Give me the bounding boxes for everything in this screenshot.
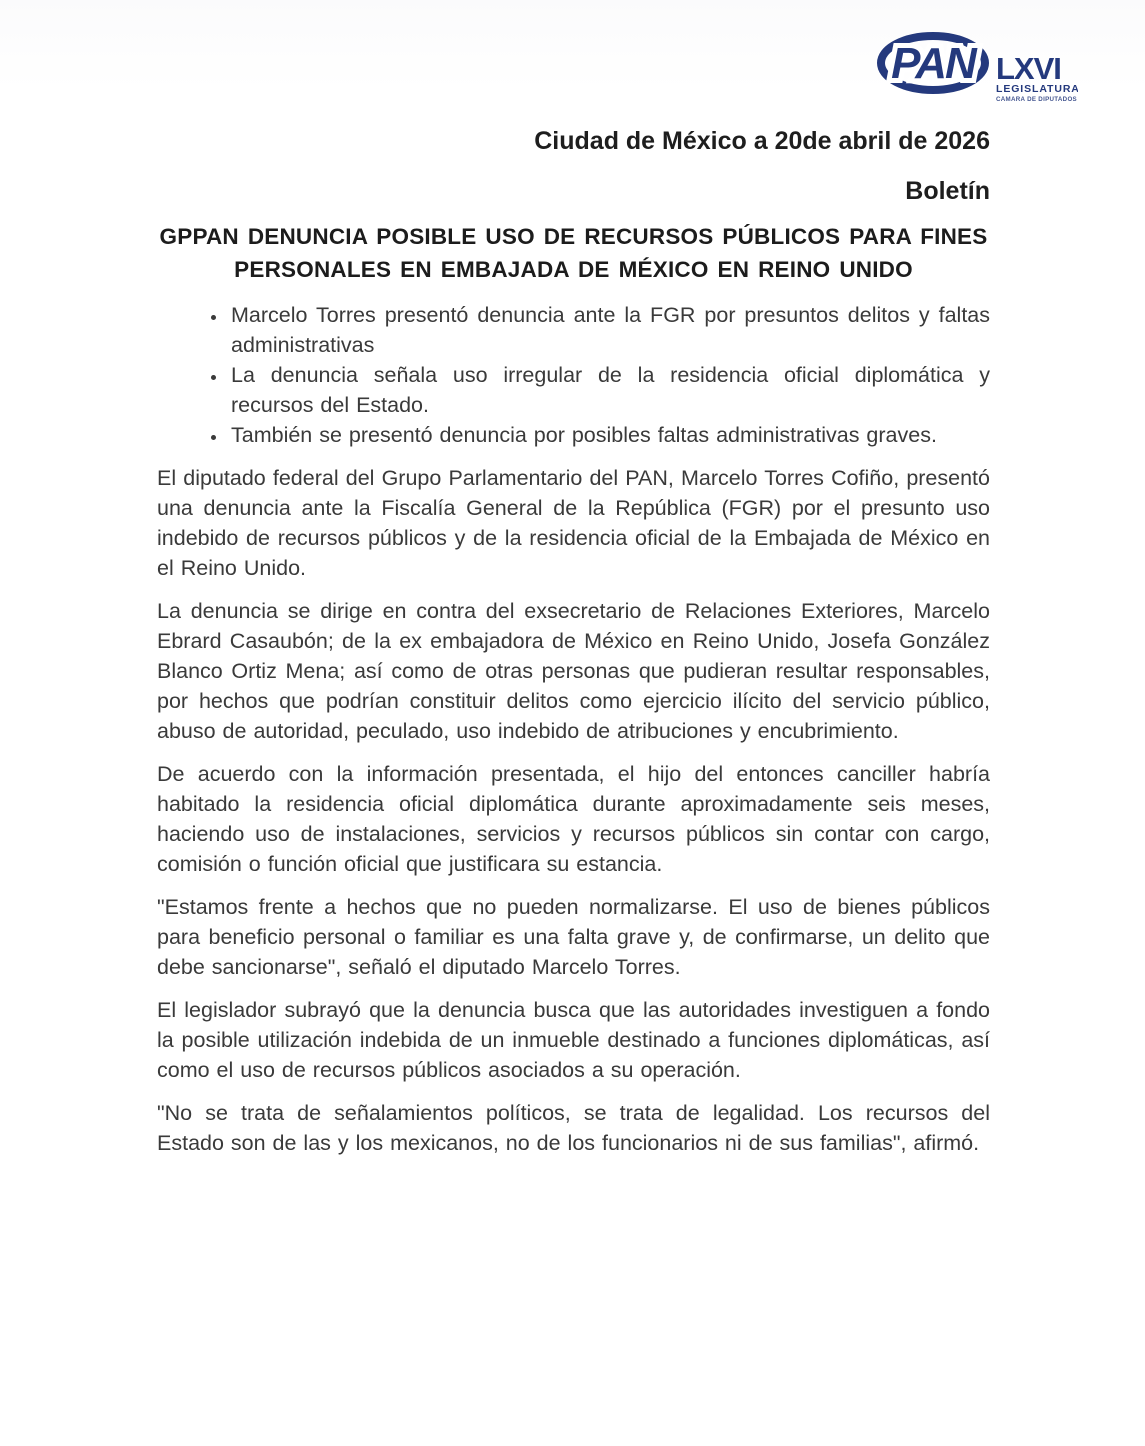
- bullet-item-1: • Marcelo Torres presentó denuncia ante la FGR por presuntos delitos y faltas administrativas: [228, 300, 990, 360]
- paragraph-6: "No se trata de señalamientos políticos, se trata de legalidad. Los recursos del Estado son de las y los mexicanos, no de los funcionarios ni de sus familias", afirmó.: [157, 1101, 990, 1155]
- dateline: Ciudad de México a 20de abril de 2026: [534, 127, 990, 155]
- bullet-item-3: • También se presentó denuncia por posibles faltas administrativas graves.: [228, 420, 990, 450]
- document-title: [157, 220, 990, 286]
- paragraph-5: El legislador subrayó que la denuncia busca que las autoridades investiguen a fondo la posible utilización indebida de un inmueble destinado a funciones diplomáticas, así como el uso de recursos públicos asociados a su operación.: [157, 998, 990, 1082]
- paragraph-4: "Estamos frente a hechos que no pueden normalizarse. El uso de bienes públicos para beneficio personal o familiar es una falta grave y, de confirmarse, un delito que debe sancionarse", señaló el diputado Marcelo Torres.: [157, 895, 990, 979]
- paragraph-3: De acuerdo con la información presentada, el hijo del entonces canciller habría habitado la residencia oficial diplomática durante aproximadamente seis meses, haciendo uso de instalaciones, servicios y recursos públicos sin contar con cargo, comisión o función oficial que justificara su estancia.: [157, 762, 990, 876]
- logo-roman-numeral: LXVI: [996, 51, 1061, 86]
- paragraph-1: El diputado federal del Grupo Parlamentario del PAN, Marcelo Torres Cofiño, presentó una denuncia ante la Fiscalía General de la República (FGR) por el presunto uso indebido de recursos públicos y de la residencia oficial de la Embajada de México en el Reino Unido.: [157, 466, 990, 580]
- bullet-list: [157, 300, 990, 450]
- bulletin-label: Boletín: [905, 177, 990, 205]
- logo-chamber-label: CÁMARA DE DIPUTADOS: [996, 96, 1077, 103]
- bullet-item-2: • La denuncia señala uso irregular de la residencia oficial diplomática y recursos del Estado.: [228, 360, 990, 420]
- paragraph-2: La denuncia se dirige en contra del exsecretario de Relaciones Exteriores, Marcelo Ebrard Casaubón; de la ex embajadora de México en Reino Unido, Josefa González Blanco Ortiz Mena; así como de otras personas que pudieran resultar responsables, por hechos que podrían constituir delitos como ejercicio ilícito del servicio público, abuso de autoridad, peculado, uso indebido de atribuciones y encubrimiento.: [157, 599, 990, 743]
- title-line-1: GPPAN DENUNCIA POSIBLE USO DE RECURSOS PÚBLICOS PARA FINES: [159, 224, 988, 249]
- pan-logo: [876, 20, 1078, 108]
- logo-legislatura-label: LEGISLATURA: [996, 83, 1078, 95]
- pan-logo-acronym: PAN: [891, 39, 975, 88]
- title-line-2: PERSONALES EN EMBAJADA DE MÉXICO EN REINO UNIDO: [234, 257, 913, 282]
- pan-logo-icon: [876, 20, 1078, 108]
